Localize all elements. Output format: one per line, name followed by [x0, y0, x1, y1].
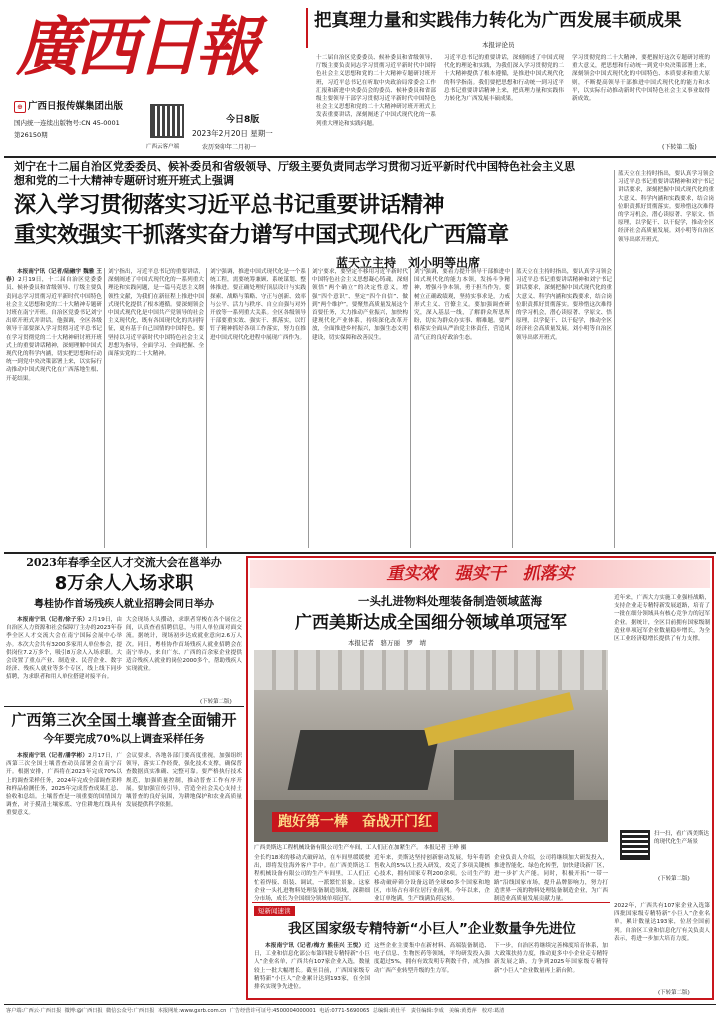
divider [4, 706, 244, 707]
qr-label: 广西云客户端 [146, 144, 180, 150]
footer-wechat: 微信公众号:广西日报 [105, 1008, 155, 1014]
section-banner-text: 重实效 强实干 抓落实 [386, 564, 574, 584]
column-rule [410, 268, 411, 548]
publisher-text: 广西日报传媒集团出版 [28, 101, 124, 112]
job-headline: 8万余人入场求职 [54, 573, 194, 594]
top-banner [306, 4, 716, 154]
divider [252, 902, 610, 903]
banner-continue: (下转第二版) [662, 144, 697, 151]
divider [4, 1004, 716, 1005]
masthead [6, 4, 306, 154]
banner-headline: 把真理力量和实践伟力转化为广西发展丰硕成果 [314, 11, 682, 31]
bottom-text-col: 下一步，自治区将继续完善梯度培育体系，加大政策扶持力度，推动更多中小企业走专精特新发展之路，力争到2025年国家级专精特新“小巨人”企业数量再上新台阶。 [494, 943, 608, 974]
bottom-dateline: 本报南宁讯（记者/梅方 熊佳兴 王悦） [265, 943, 365, 949]
job-text-col: 大会现场人头攒动，求职者穿梭在各个展位之间，认真查看招聘信息，与用人单位面对面交流。据统计，现场初步达成就业意向2.6万人次。同日，粤桂协作首场残疾人就业招聘会在南宁举办，来自广东、广西的百余家企业提供适合残疾人就业的岗位2000多个，帮助残疾人实现就业。 [126, 617, 242, 673]
machine-frame [454, 750, 574, 800]
lead-text-col: 蓝天立在主持时指出，要认真学习领会习近平总书记重要讲话精神和刘宁书记讲话要求，深刻把握中国式现代化的重大意义、科学内涵和实践要求，结合岗位职责抓好贯彻落实。要珍惜这次难得的学习机会，潜心读原著、学原文、悟原理，以学促干、以干促学，推动全区经济社会高质量发展。刘小明等自治区领导出席开班式。 [618, 171, 714, 243]
job-kicker: 2023年春季全区人才交流大会在邕举办 [26, 556, 222, 569]
column-rule [614, 170, 615, 548]
bottom-headline: 我区国家级专精特新“小巨人”企业数量争先进位 [288, 921, 576, 937]
footer [6, 1007, 714, 1017]
feature-kicker: 一头扎进物料处理装备制造领域蓝海 [358, 594, 542, 608]
column-rule [104, 268, 105, 548]
footer-ad-license: 广告经营许可证号:4500004000001 [229, 1008, 316, 1014]
feature-box [246, 556, 714, 1000]
lead-text-col: 蓝天立在主持时指出，要认真学习领会习近平总书记重要讲话精神和刘宁书记讲话要求，深刻把握中国式现代化的重大意义、科学内涵和实践要求，结合岗位职责抓好贯彻落实。要珍惜这次难得的学习机会，潜心读原著、学原文、悟原理，以学促干、以干促学，推动全区经济社会高质量发展。刘小明等自治区领导出席开班式。 [516, 269, 612, 341]
photo-slogan: 跑好第一棒 奋战开门红 [272, 812, 438, 832]
feature-text-col: 近年来，美斯达坚持创新驱动发展，每年将销售收入的5%以上投入研发，攻克了多项关键核心技术，拥有国家专利200余项。公司生产的移动破碎筛分设备远销全球60多个国家和地区，市场占有率位居行业前列。今年以来，企业订单饱满，生产线满负荷运转。 [374, 855, 490, 903]
feature-qr-icon[interactable] [620, 830, 650, 860]
feature-text-col: 近年来，广西大力实施工业强桂战略，支持企业走专精特新发展道路，培育了一批在细分领域具有核心竞争力的冠军企业。据统计，全区目前拥有国家级制造业单项冠军企业数量稳步增长，为全区工业经济稳增长提供了有力支撑。 [614, 595, 710, 643]
column-rule [512, 268, 513, 548]
footer-website[interactable]: 本报网址:www.gxrb.com.cn [157, 1008, 227, 1014]
feature-text-col: 全长约18米的移动式破碎站，在车间里缓缓驶出，即将发往海外客户手中。在广西美斯达工程机械设备有限公司的生产车间里，工人们正忙着焊接、组装、调试，一派繁忙景象。这家企业一头扎进物料处理装备制造领域，深耕细分市场，成长为全国细分领域单项冠军。 [254, 855, 370, 903]
qr-code-icon[interactable] [150, 104, 184, 138]
lead-text-col: 刘宁强调，要着力提升领导干部推进中国式现代化的能力本领，发扬斗争精神，增强斗争本领，勇于担当作为。要树立正确政绩观，坚持实事求是，力戒形式主义、官僚主义。要加强调查研究，深入基层一线，了解群众所思所盼，切实为群众办实事、解难题。要严格落实全面从严治党主体责任，营造风清气正的良好政治生态。 [414, 269, 510, 341]
lead-text-col: 刘宁要求，要坚定不移用习近平新时代中国特色社会主义思想凝心铸魂，深刻领悟“两个确立”的决定性意义，增强“四个意识”、坚定“四个自信”、做到“两个维护”。要聚焦高质量发展这个首要任务，大力推动产业振兴，加快构建现代化产业体系，持续深化改革开放，全面推进乡村振兴，加强生态文明建设，切实保障和改善民生。 [312, 269, 408, 341]
job-subhead: 粤桂协作首场残疾人就业招聘会同日举办 [34, 599, 214, 610]
lead-kicker: 刘宁在十二届自治区党委委员、候补委员和省级领导、厅级主要负责同志学习贯彻习近平新时代中国特色社会主义思想和党的二十大精神专题研讨班开班式上强调 [14, 160, 575, 187]
lead-text-col: 刘宁指出，习近平总书记的重要讲话，深刻阐述了中国式现代化的一系列重大理论和实践问题，是一篇马克思主义纲领性文献，为我们在新征程上推进中国式现代化提供了根本遵循。要深刻领会中国式现代化是中国共产党领导的社会主义现代化，既有各国现代化的共同特征，更有基于自己国情的中国特色。要坚持以习近平新时代中国特色社会主义思想为指导，全面学习、全面把握、全面落实党的二十大精神。 [108, 269, 204, 358]
soil-headline: 广西第三次全国土壤普查全面铺开 [11, 711, 237, 729]
banner-byline: 本报评论员 [482, 41, 515, 49]
soil-dateline: 本报南宁讯（记者/潘学彬） [17, 753, 89, 759]
banner-text-col: 学习贯彻党的二十大精神，要把握好这次专题研讨班的重大意义，把思想和行动统一到党中央决策部署上来，深刻领会中国式现代化的中国特色、本质要求和重大原则，不断提高领导干部推进中国式现代化的能力和水平，以实际行动推动新时代中国特色社会主义事业取得新成效。 [572, 55, 710, 103]
soil-text-col: 会议要求，各地各部门要高度重视，加强组织领导，落实工作经费，强化技术支撑，确保普查数据真实准确、完整可靠。要严格执行技术规范，加强质量控制，推动普查工作有序开展。要加强宣传引导，营造全社会关心支持土壤普查的良好氛围，为耕地保护和农业高质量发展提供科学依据。 [126, 753, 242, 809]
feature-headline: 广西美斯达成全国细分领域单项冠军 [295, 613, 567, 633]
photo-caption [254, 844, 608, 852]
machine-arm [424, 692, 574, 746]
bottom-text-col: 2022年，广西共有107家企业入选第四批国家级专精特新“小巨人”企业名单，累计数量达193家，位居全国前列。自治区工业和信息化厅有关负责人表示，将进一步加大培育力度。 [614, 903, 710, 942]
footer-editors: 总编辑:黄仕平 责任编辑:李成 美编:黄勇萍 校对:葛清 [372, 1008, 505, 1014]
soil-text-col: 本报南宁讯（记者/潘学彬）2月17日，广西第三次全国土壤普查动员部署会在南宁召开。根据安排，广西将在2023年完成70%以上的调查采样任务，2024年完成全部调查采样和样品检测任务，2025年完成普查成果汇总、验收和总结。土壤普查是一项重要的国情国力调查，对于摸清土壤家底、守住耕地红线具有重要意义。 [6, 753, 122, 817]
logo-mark-icon: ⊕ [14, 101, 26, 113]
cn-number: 国内统一连续出版物号:CN 45-0001 [14, 119, 120, 127]
footer-phone: 电话:0771-5690065 [319, 1008, 370, 1014]
bottom-text-col: 本报南宁讯（记者/梅方 熊佳兴 王悦）近日，工业和信息化部公布第四批专精特新“小巨人”企业名单，广西共有107家企业入选，数量较上一批大幅增长。截至目前，广西国家级专精特新“小巨人”企业累计达到193家，在全国排名实现争先进位。 [254, 943, 370, 991]
feature-text-col: 企业负责人介绍，公司将继续加大研发投入，推进智能化、绿色化转型，加快建设新厂区，进一步扩大产能。同时，积极开拓“一带一路”沿线国家市场，提升品牌影响力，努力打造世界一流的物料处理装备制造企业，为广西制造业高质量发展贡献力量。 [494, 855, 608, 903]
photo-credit: 本报记者 王峥 摄 [423, 845, 467, 851]
job-continue: (下转第二版) [200, 699, 232, 705]
banner-rule [306, 8, 308, 48]
issue-number: 第26150期 [14, 131, 48, 139]
lead-headline-2: 重实效强实干抓落实奋力谱写中国式现代化广西篇章 [14, 223, 509, 248]
feature-qr-caption: 扫一扫，看广西美斯达的现代化生产场景 [654, 831, 710, 845]
photo-caption-text: 广西美斯达工程机械设备有限公司生产车间，工人们正在加紧生产。 [254, 845, 422, 851]
bottom-continue: (下转第二版) [658, 990, 690, 996]
soil-subhead: 今年要完成70%以上调查采样任务 [43, 733, 205, 745]
banner-text-col: 十二届自治区党委委员、候补委员和省级领导、厅级主要负责同志学习贯彻习近平新时代中国特色社会主义思想和党的二十大精神专题研讨班开班，习近平总书记在听取中央政治局常委会工作汇报和新进中央委员会的委员、候补委员和省部级主要领导干部学习贯彻习近平新时代中国特色社会主义思想和党的二十大精神研讨班开班式上发表重要讲话，深刻阐述了中国式现代化的一系列重大理论和实践问题。 [316, 55, 436, 127]
masthead-title: 廣西日報 [16, 10, 256, 85]
section-banner [250, 560, 710, 588]
lunar-date: 农历癸卯年二月初一 [202, 144, 257, 151]
footer-weibo: 微博:@广西日报 [64, 1008, 103, 1014]
lead-presiders: 蓝天立主持 刘小明等出席 [336, 256, 481, 270]
job-text-col: 本报南宁讯（记者/徐子乐）2月19日，由自治区人力资源和社会保障厅主办的2023年春季全区人才交流大会在南宁国际会展中心举办。本次大会共有3200多家用人单位参会，提供岗位7.2万多个，吸引8万余人入场求职。大会设置了重点产业、制造业、民营企业、数字经济、残疾人就业等多个专区，线上线下同步招聘，为求职者和用人单位搭建对接平台。 [6, 617, 122, 681]
job-dateline: 本报南宁讯（记者/徐子乐） [17, 617, 89, 623]
lead-text-col: 本报南宁讯（记者/陆融宇 魏雅 王春）2月19日，十二届自治区党委委员、候补委员和省级领导、厅级主要负责同志学习贯彻习近平新时代中国特色社会主义思想和党的二十大精神专题研讨班在南宁开班。自治区党委书记刘宁出席开班式并讲话。他强调，全区各级领导干部要深入学习贯彻习近平总书记在学习贯彻党的二十大精神研讨班开班式上的重要讲话精神，深刻理解中国式现代化的科学内涵，切实把思想和行动统一到党中央决策部署上来，以实际行动推动中国式现代化在广西落地生根、开花结果。 [6, 269, 102, 382]
feature-byline: 本报记者 骆万丽 罗 靖 [348, 639, 426, 647]
column-rule [206, 268, 207, 548]
lead-headline-1: 深入学习贯彻落实习近平总书记重要讲话精神 [14, 193, 445, 218]
footer-client: 客户端:广西云·广西日报 [6, 1008, 62, 1014]
feature-photo [254, 650, 608, 842]
banner-text-col: 习近平总书记的重要讲话，深刻阐述了中国式现代化的理论和实践，为我们深入学习贯彻党的二十大精神提供了根本遵循，是推进中国式现代化的科学指南。我们要把思想和行动统一到习近平总书记重要讲话精神上来，把真理力量和实践伟力转化为广西发展丰硕成果。 [444, 55, 564, 103]
bottom-text-col: 这些企业主要集中在新材料、高端装备制造、电子信息、生物医药等领域，平均研发投入强度超过5%，拥有有效发明专利数千件，成为推动广西产业转型升级的生力军。 [374, 943, 490, 974]
lead-text-col: 刘宁强调，推进中国式现代化是一个系统工程，需要统筹兼顾、系统谋划、整体推进。要正确处理好顶层设计与实践探索、战略与策略、守正与创新、效率与公平、活力与秩序、自立自强与对外开放等一系列重大关系。全区各级领导干部要重实效、强实干、抓落实，以钉钉子精神抓好各项工作落实，努力在推进中国式现代化进程中展现广西作为。 [210, 269, 306, 341]
divider [4, 156, 716, 158]
divider [4, 552, 716, 554]
edition-label: 今日8版 [226, 115, 260, 125]
factory-roof [254, 650, 608, 690]
lead-dateline: 本报南宁讯（记者/陆融宇 魏雅 王春） [6, 269, 102, 284]
date-line: 2023年2月20日 星期一 [192, 129, 273, 138]
feature-continue: (下转第二版) [658, 876, 690, 882]
bottom-tag: 短新闻速读 [254, 906, 295, 916]
column-rule [308, 268, 309, 548]
machine-body [288, 730, 441, 790]
